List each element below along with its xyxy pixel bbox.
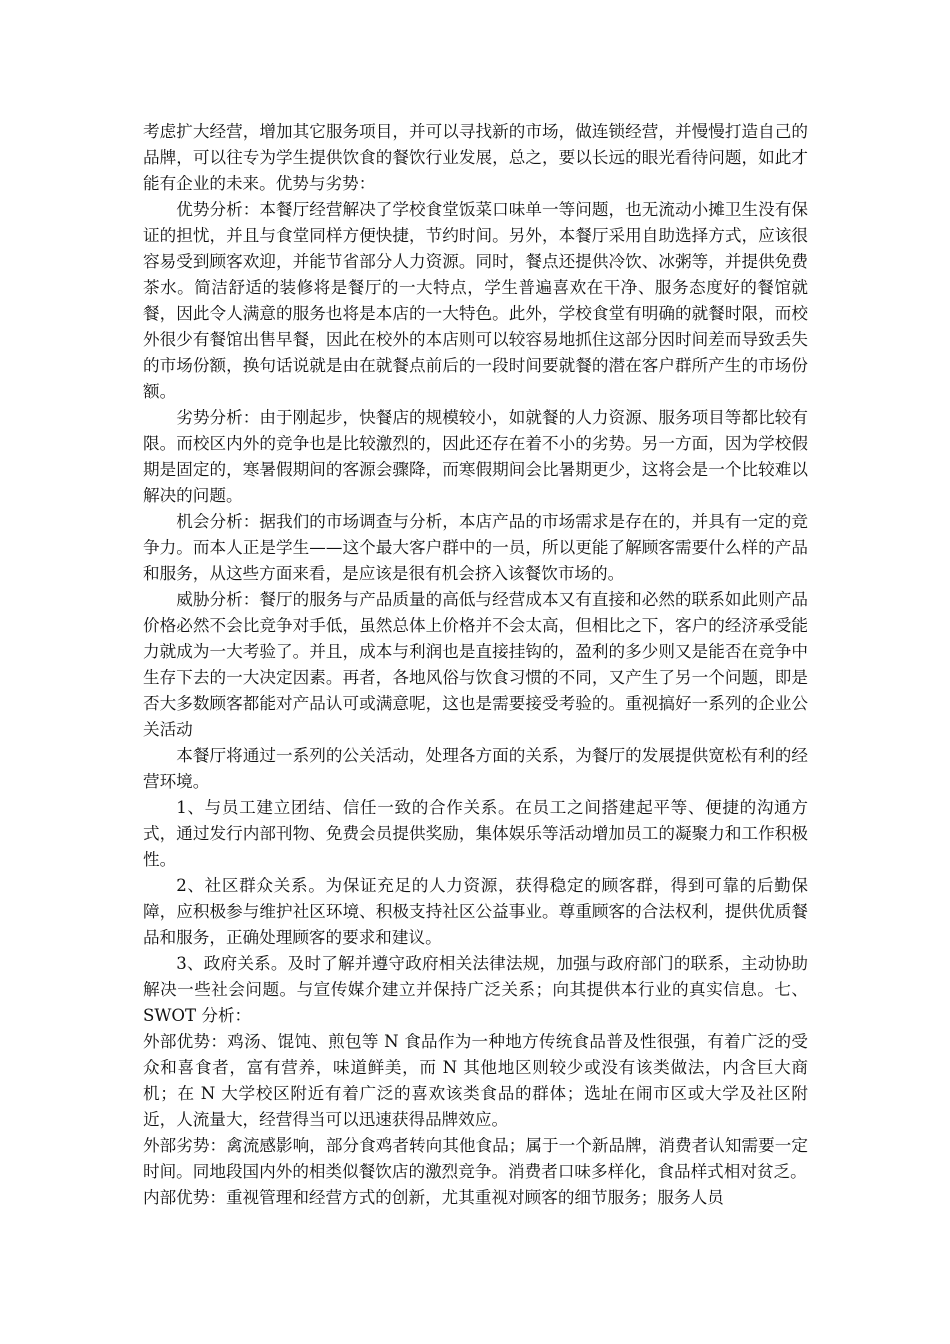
paragraph: 威胁分析：餐厅的服务与产品质量的高低与经营成本又有直接和必然的联系如此则产品价格必然不会比竞争对手低，虽然总体上价格并不会太高，但相比之下，客户的经济承受能力就成为一大考验了。并且，成本与利润也是直接挂钩的，盈利的多少则又是能否在竞争中生存下去的一大决定因素。再者，各地风俗与饮食习惯的不同，又产生了另一个问题，即是否大多数顾客都能对产品认可或满意呢，这也是需要接受考验的。重视搞好一系列的企业公关活动 bbox=[143, 590, 808, 739]
paragraph: 考虑扩大经营，增加其它服务项目，并可以寻找新的市场，做连锁经营，并慢慢打造自己的品牌，可以往专为学生提供饮食的餐饮行业发展，总之，要以长远的眼光看待问题，如此才能有企业的未来。优势与劣势： bbox=[143, 122, 808, 193]
paragraph: 机会分析：据我们的市场调查与分析，本店产品的市场需求是存在的，并具有一定的竞争力。而本人正是学生——这个最大客户群中的一员，所以更能了解顾客需要什么样的产品和服务，从这些方面来看，是应该是很有机会挤入该餐饮市场的。 bbox=[143, 512, 808, 583]
paragraph: 1、与员工建立团结、信任一致的合作关系。在员工之间搭建起平等、便捷的沟通方式，通过发行内部刊物、免费会员提供奖励，集体娱乐等活动增加员工的凝聚力和工作积极性。 bbox=[143, 798, 808, 869]
paragraph: 本餐厅将通过一系列的公关活动，处理各方面的关系，为餐厅的发展提供宽松有利的经营环境。 bbox=[143, 746, 808, 791]
paragraph: 3、政府关系。及时了解并遵守政府相关法律法规，加强与政府部门的联系，主动协助解决一些社会问题。与宣传媒介建立并保持广泛关系；向其提供本行业的真实信息。七、SWOT 分析： bbox=[143, 954, 808, 1025]
paragraph: 外部优势：鸡汤、馄饨、煎包等 N 食品作为一种地方传统食品普及性很强，有着广泛的受众和喜食者，富有营养，味道鲜美，而 N 其他地区则较少或没有该类做法，内含巨大商机；在 N 大学校区附近有着广泛的喜欢该类食品的群体；选址在闹市区或大学及社区附近，人流量大，经营得当可以迅速获得品牌效应。 bbox=[143, 1032, 808, 1129]
paragraph: 内部优势：重视管理和经营方式的创新，尤其重视对顾客的细节服务；服务人员 bbox=[143, 1188, 724, 1207]
paragraph: 2、社区群众关系。为保证充足的人力资源，获得稳定的顾客群，得到可靠的后勤保障，应积极参与维护社区环境、积极支持社区公益事业。尊重顾客的合法权利，提供优质餐品和服务，正确处理顾客的要求和建议。 bbox=[143, 876, 808, 947]
paragraph: 劣势分析：由于刚起步，快餐店的规模较小，如就餐的人力资源、服务项目等都比较有限。而校区内外的竞争也是比较激烈的，因此还存在着不小的劣势。另一方面，因为学校假期是固定的，寒暑假期间的客源会骤降，而寒假期间会比暑期更少，这将会是一个比较难以解决的问题。 bbox=[143, 408, 808, 505]
document-body bbox=[143, 119, 808, 1211]
paragraph: 优势分析：本餐厅经营解决了学校食堂饭菜口味单一等问题，也无流动小摊卫生没有保证的担忧，并且与食堂同样方便快捷，节约时间。另外，本餐厅采用自助选择方式，应该很容易受到顾客欢迎，并能节省部分人力资源。同时，餐点还提供冷饮、冰粥等，并提供免费茶水。简洁舒适的装修将是餐厅的一大特点，学生普遍喜欢在干净、服务态度好的餐馆就餐，因此令人满意的服务也将是本店的一大特色。此外，学校食堂有明确的就餐时限，而校外很少有餐馆出售早餐，因此在校外的本店则可以较容易地抓住这部分因时间差而导致丢失的市场份额，换句话说就是由在就餐点前后的一段时间要就餐的潜在客户群所产生的市场份额。 bbox=[143, 200, 808, 401]
paragraph: 外部劣势：禽流感影响，部分食鸡者转向其他食品；属于一个新品牌，消费者认知需要一定时间。同地段国内外的相类似餐饮店的激烈竞争。消费者口味多样化，食品样式相对贫乏。 bbox=[143, 1136, 808, 1181]
